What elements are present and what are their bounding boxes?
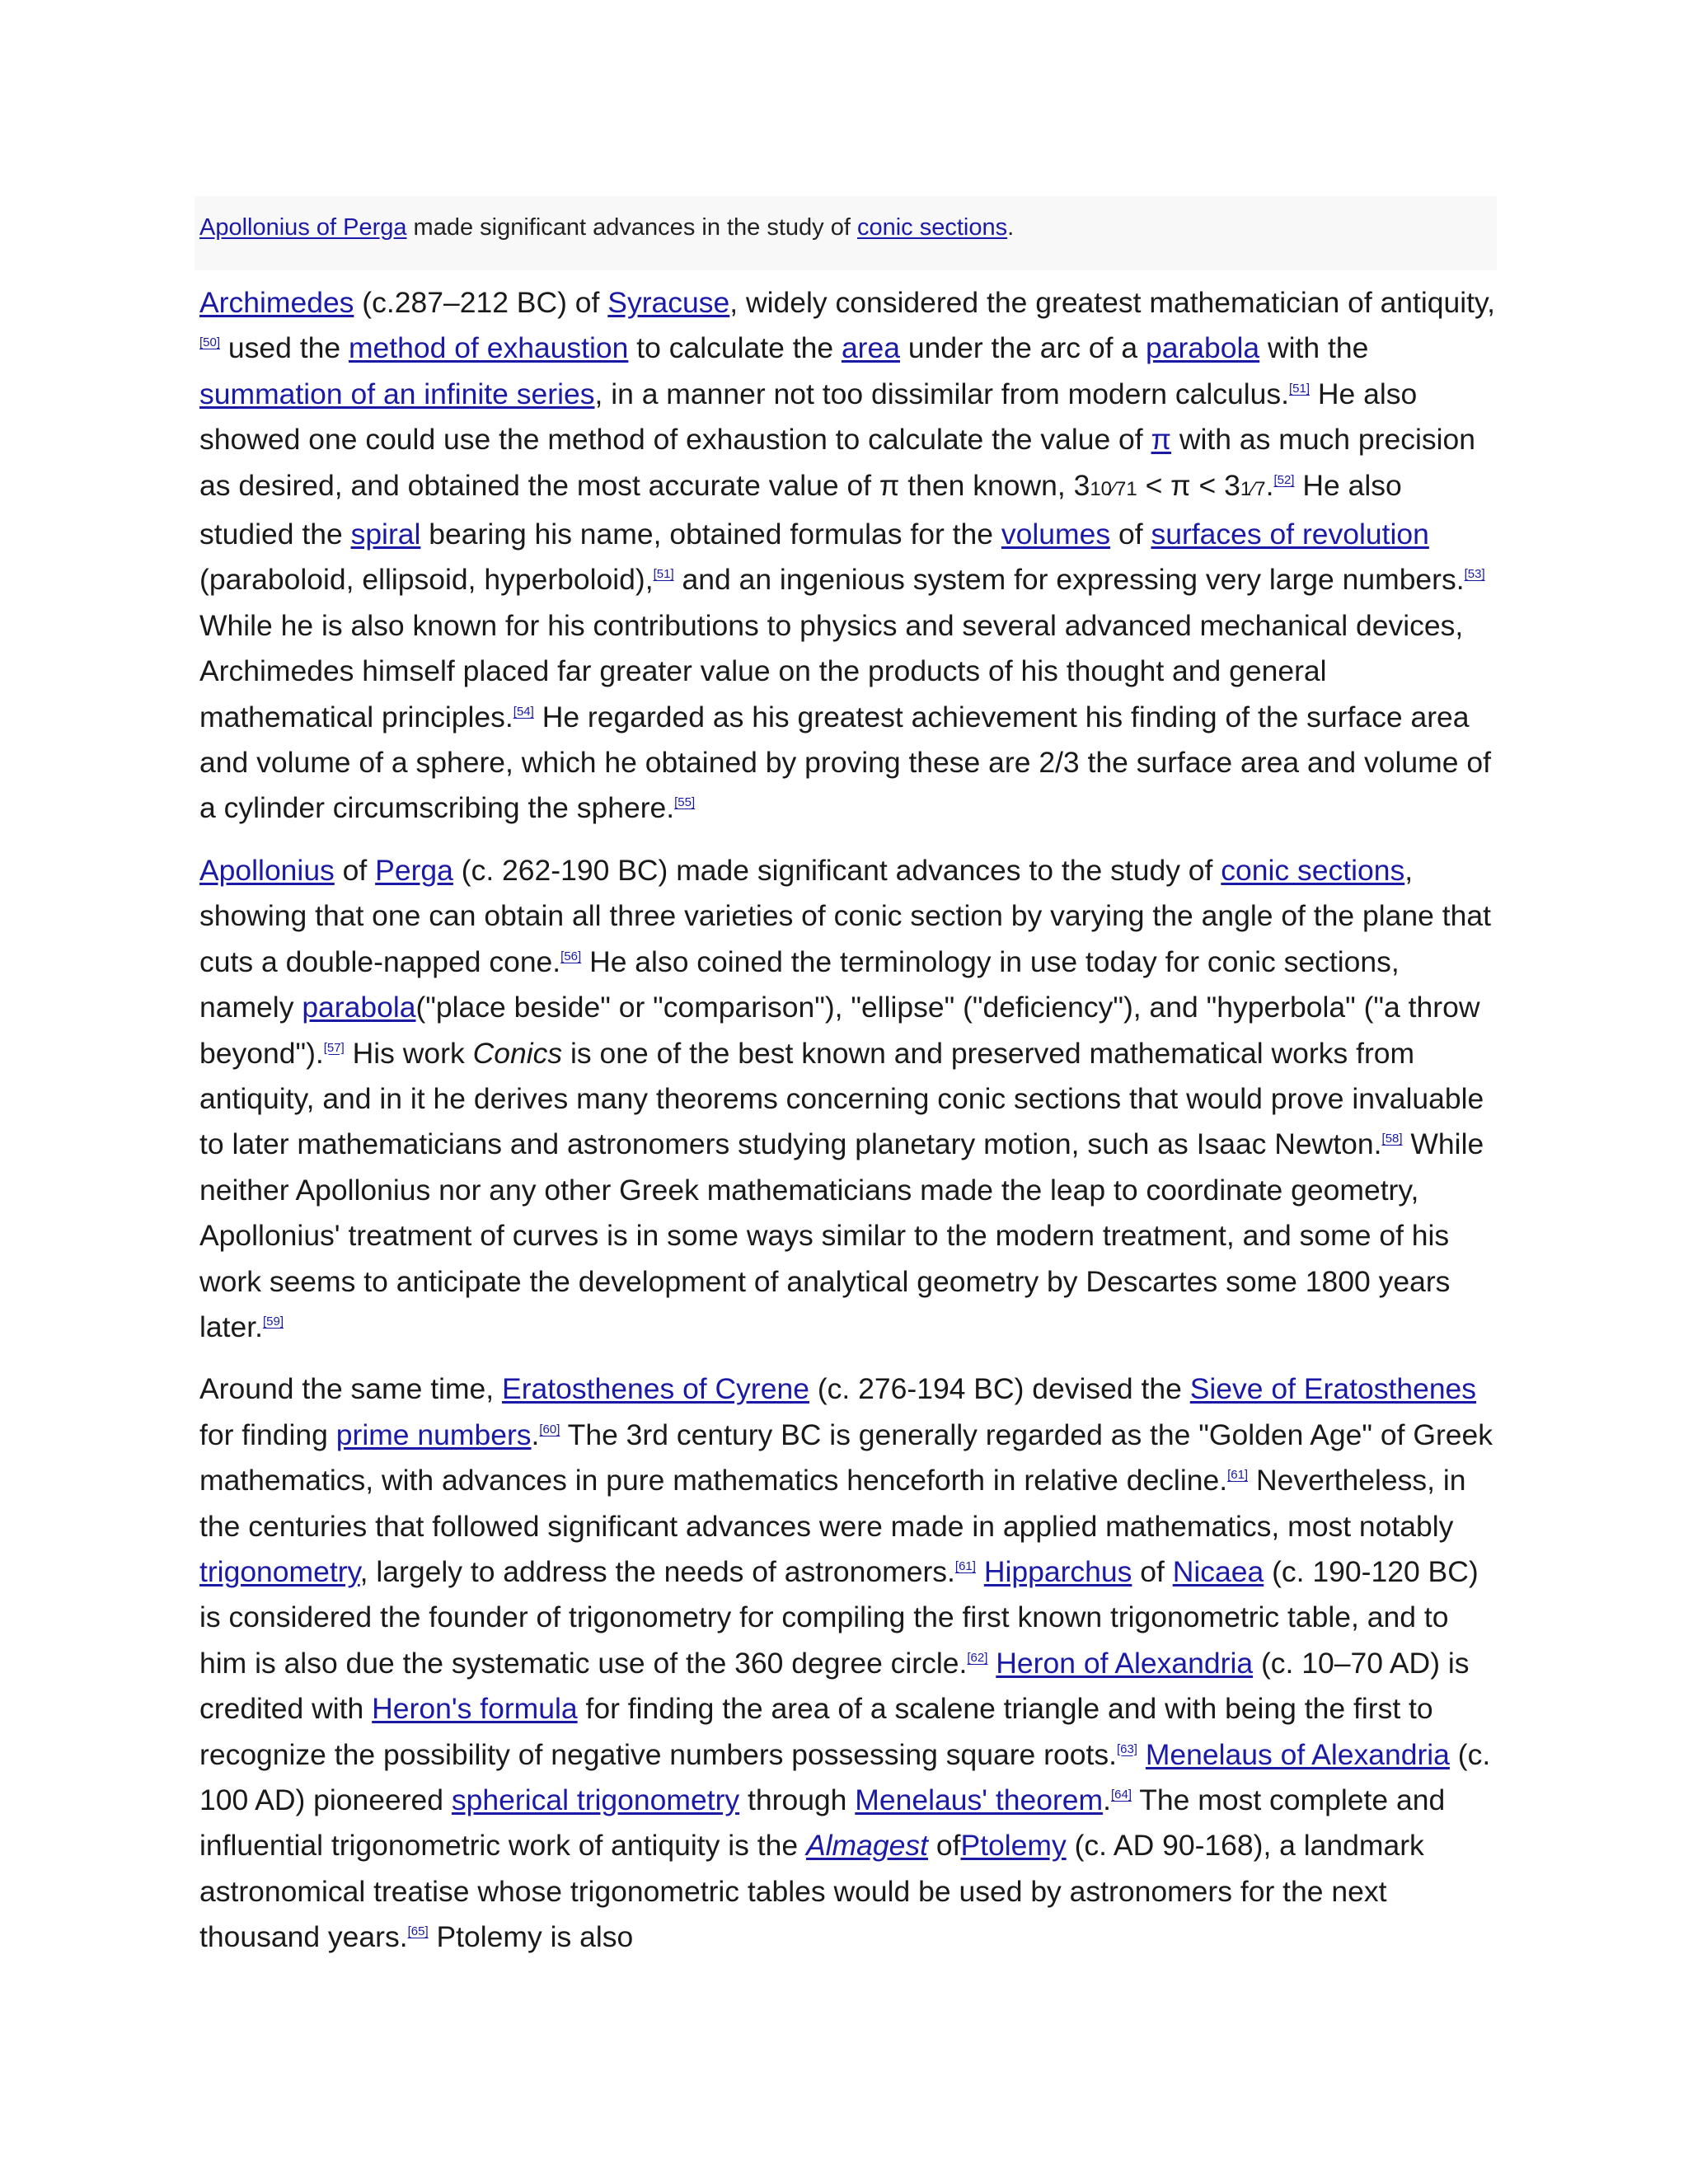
link-conic-sections[interactable]: conic sections xyxy=(1221,853,1405,887)
citation-50[interactable]: [50] xyxy=(199,335,221,350)
link-surfaces-of-revolution[interactable]: surfaces of revolution xyxy=(1151,518,1429,551)
link-method-of-exhaustion[interactable]: method of exhaustion xyxy=(348,331,629,365)
text: (c.287–212 BC) of xyxy=(354,286,608,319)
citation-65[interactable]: [65] xyxy=(407,1924,429,1939)
citation-62[interactable]: [62] xyxy=(967,1650,988,1665)
citation-64[interactable]: [64] xyxy=(1110,1788,1132,1802)
text: He also coined the terminology in use today for conic sections, namely xyxy=(199,944,1400,1024)
text: is one of the best known and preserved mathematical works from antiquity, and in it he derives many theorems concerning conic sections that would prove invaluable to later mathematicians and astronomers studying planetary motion, such as Isaac Newton. xyxy=(199,1036,1484,1161)
citation-57[interactable]: [57] xyxy=(323,1040,345,1055)
link-volumes[interactable]: volumes xyxy=(1001,518,1111,551)
caption-text-end: . xyxy=(1007,214,1015,241)
link-perga[interactable]: Perga xyxy=(375,853,453,887)
citation-61[interactable]: [61] xyxy=(1227,1468,1249,1483)
link-summation-infinite-series[interactable]: summation of an infinite series xyxy=(199,377,595,410)
image-caption xyxy=(195,196,1497,270)
link-area[interactable]: area xyxy=(841,331,900,365)
text: with as much precision as desired, and obtained the most accurate value of π then known, 3 xyxy=(199,423,1475,502)
link-parabola[interactable]: parabola xyxy=(302,991,416,1024)
citation-51[interactable]: [51] xyxy=(1288,381,1310,396)
text: Around the same time, xyxy=(199,1372,503,1406)
text xyxy=(976,1555,984,1588)
paragraph-archimedes xyxy=(199,280,1498,832)
text: to calculate the xyxy=(628,331,842,365)
paragraph-eratosthenes xyxy=(199,1366,1498,1960)
link-archimedes[interactable]: Archimedes xyxy=(199,286,354,319)
text: , showing that one can obtain all three varieties of conic section by varying the angle of the plane that cuts a double-napped cone. xyxy=(199,853,1491,978)
text: He also studied the xyxy=(199,468,1402,551)
text: of xyxy=(334,853,376,887)
text: While neither Apollonius nor any other Greek mathematicians made the leap to coordinate geometry, Apollonius' treatment of curves is in some ways similar to the modern treatment, and some of his work seems to anticipate the development of analytical geometry by Descartes some 1800 years later. xyxy=(199,1127,1484,1343)
text: for finding xyxy=(199,1418,336,1451)
text: Nevertheless, in the centuries that followed significant advances were made in applied mathematics, most notably xyxy=(199,1464,1466,1543)
text: (c. 10–70 AD) is credited with xyxy=(199,1646,1470,1726)
citation-63[interactable]: [63] xyxy=(1116,1741,1137,1756)
link-apollonius-of-perga[interactable]: Apollonius of Perga xyxy=(199,214,407,241)
citation-53[interactable]: [53] xyxy=(1464,567,1485,582)
link-sieve-of-eratosthenes[interactable]: Sieve of Eratosthenes xyxy=(1189,1372,1477,1406)
link-menelaus-theorem[interactable]: Menelaus' theorem xyxy=(855,1783,1104,1816)
text: . xyxy=(1265,468,1274,502)
text: The 3rd century BC is generally regarded as the "Golden Age" of Greek mathematics, with advances in pure mathematics henceforth in relative decline. xyxy=(199,1418,1493,1497)
citation-60[interactable]: [60] xyxy=(539,1422,560,1436)
text: (c. AD 90-168), a landmark astronomical treatise whose trigonometric tables would be used by astronomers for the next thousand years. xyxy=(199,1829,1424,1954)
text: While he is also known for his contributions to physics and several advanced mechanical devices, Archimedes himself placed far greater value on the products of his thought and general mathematical principles. xyxy=(199,608,1464,733)
text: ("place beside" or "comparison"), "ellipse" ("deficiency"), and "hyperbola" ("a throw beyond"). xyxy=(199,991,1480,1070)
text: He also showed one could use the method of exhaustion to calculate the value of xyxy=(199,377,1418,457)
text: , widely considered the greatest mathematician of antiquity, xyxy=(729,286,1496,319)
caption-text: made significant advances in the study of xyxy=(406,214,857,241)
link-menelaus-of-alexandria[interactable]: Menelaus of Alexandria xyxy=(1145,1737,1450,1771)
text: used the xyxy=(220,331,349,365)
text: < π < 3 xyxy=(1137,468,1240,502)
link-spherical-trigonometry[interactable]: spherical trigonometry xyxy=(451,1783,740,1816)
text: of xyxy=(927,1829,961,1863)
text: (c. 276-194 BC) devised the xyxy=(809,1372,1190,1406)
text: under the arc of a xyxy=(900,331,1146,365)
text: (c. 262-190 BC) made significant advances to the study of xyxy=(452,853,1221,887)
citation-56[interactable]: [56] xyxy=(560,949,582,963)
link-nicaea[interactable]: Nicaea xyxy=(1172,1554,1264,1588)
text: His work xyxy=(344,1036,473,1070)
link-almagest[interactable]: Almagest xyxy=(805,1829,928,1863)
text: (paraboloid, ellipsoid, hyperboloid), xyxy=(199,563,654,597)
text: bearing his name, obtained formulas for the xyxy=(420,518,1001,551)
link-parabola[interactable]: parabola xyxy=(1146,331,1260,365)
link-hipparchus[interactable]: Hipparchus xyxy=(983,1554,1132,1588)
link-syracuse[interactable]: Syracuse xyxy=(607,286,730,319)
link-spiral[interactable]: spiral xyxy=(350,518,421,551)
citation-54[interactable]: [54] xyxy=(513,704,534,719)
citation-52[interactable]: [52] xyxy=(1273,472,1295,487)
text: , in a manner not too dissimilar from modern calculus. xyxy=(594,377,1289,410)
text: The most complete and influential trigonometric work of antiquity is the xyxy=(199,1783,1446,1863)
text: for finding the area of a scalene triangle and with being the first to recognize the possibility of negative numbers possessing square roots. xyxy=(199,1692,1433,1771)
fraction: 10⁄71 xyxy=(1090,477,1137,500)
link-ptolemy[interactable]: Ptolemy xyxy=(960,1829,1067,1863)
text xyxy=(1137,1738,1146,1771)
text: He regarded as his greatest achievement his finding of the surface area and volume of a sphere, which he obtained by proving these are 2/3 the surface area and volume of a cylinder circumscribing the sphere. xyxy=(199,700,1491,825)
text: Ptolemy is also xyxy=(428,1920,634,1954)
link-trigonometry[interactable]: trigonometry xyxy=(199,1554,360,1588)
citation-61[interactable]: [61] xyxy=(954,1558,976,1573)
italic-conics: Conics xyxy=(472,1036,563,1070)
link-eratosthenes-of-cyrene[interactable]: Eratosthenes of Cyrene xyxy=(502,1372,809,1406)
text: (c. 100 AD) pioneered xyxy=(199,1737,1491,1816)
citation-59[interactable]: [59] xyxy=(262,1314,284,1329)
text: and an ingenious system for expressing very large numbers. xyxy=(673,563,1465,597)
text: . xyxy=(531,1418,540,1451)
citation-55[interactable]: [55] xyxy=(674,795,696,810)
text: with the xyxy=(1259,331,1369,365)
text xyxy=(987,1647,996,1680)
link-prime-numbers[interactable]: prime numbers xyxy=(335,1418,532,1451)
text: (c. 190-120 BC) is considered the founder of trigonometry for compiling the first known trigonometric table, and to him is also due the systematic use of the 360 degree circle. xyxy=(199,1554,1479,1680)
text: , largely to address the needs of astronomers. xyxy=(359,1554,955,1588)
link-pi[interactable]: π xyxy=(1151,423,1172,457)
citation-51[interactable]: [51] xyxy=(653,567,674,582)
link-apollonius[interactable]: Apollonius xyxy=(199,853,335,887)
link-herons-formula[interactable]: Heron's formula xyxy=(372,1692,578,1726)
text: of xyxy=(1132,1554,1173,1588)
text: . xyxy=(1103,1783,1111,1816)
article-body xyxy=(199,280,1498,1977)
link-conic-sections[interactable]: conic sections xyxy=(856,214,1008,241)
citation-58[interactable]: [58] xyxy=(1381,1132,1403,1146)
text: of xyxy=(1110,518,1151,551)
text: through xyxy=(739,1783,856,1816)
paragraph-apollonius xyxy=(199,848,1498,1350)
fraction: 1⁄7 xyxy=(1240,477,1266,500)
link-heron-of-alexandria[interactable]: Heron of Alexandria xyxy=(996,1646,1254,1680)
